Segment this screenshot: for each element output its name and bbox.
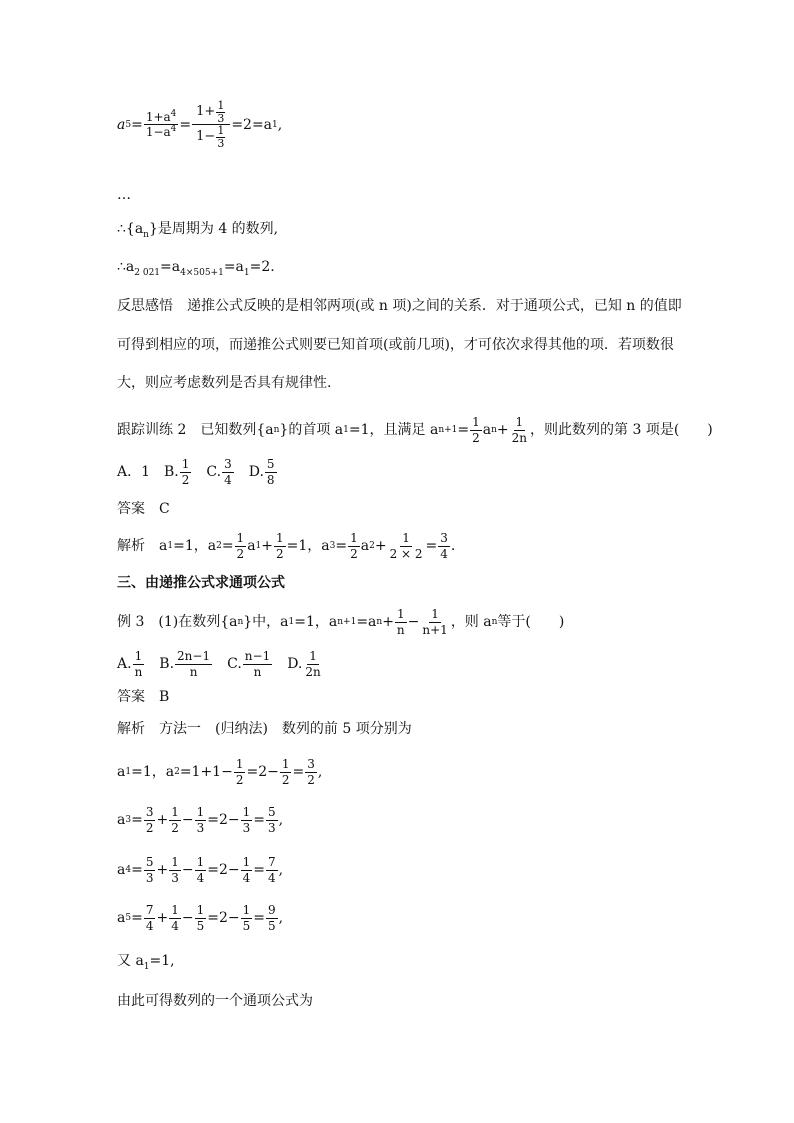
math-text: 1: [396, 607, 405, 621]
math-text: 3: [217, 136, 225, 150]
math-text: 1: [217, 99, 225, 112]
math-text: 又 a: [117, 953, 144, 969]
fraction: [438, 532, 450, 560]
math-text: 2n−1: [177, 649, 211, 663]
fraction: [144, 904, 156, 932]
math-text: +: [496, 422, 509, 439]
math-text: A.: [117, 656, 132, 673]
math-text: n: [189, 664, 198, 679]
math-text: D.: [273, 656, 303, 673]
fraction: [195, 904, 207, 932]
math-text: +: [261, 538, 274, 555]
complex-fraction: [192, 100, 230, 149]
math-text: 3: [242, 820, 251, 835]
math-text: 2 × 2: [389, 546, 423, 561]
math-text: B.: [145, 656, 175, 673]
math-text: a: [482, 422, 492, 439]
math-text: =: [292, 764, 305, 781]
math-text: a: [117, 862, 126, 879]
math-text: =: [253, 862, 265, 879]
math-text: 解析 a: [117, 538, 168, 555]
math-text: ,: [317, 764, 323, 781]
math-text: 2 021: [134, 267, 161, 278]
math-text: 1: [171, 903, 179, 917]
fraction: [241, 806, 253, 834]
fraction: [241, 904, 253, 932]
math-text: a: [247, 538, 256, 555]
math-text: =1，a: [131, 764, 175, 781]
math-text: ，则此数列的第 3 项是( ): [530, 422, 713, 439]
math-text: 2n: [511, 430, 528, 445]
math-text: 2: [276, 546, 284, 561]
math-text: =: [253, 812, 265, 829]
math-text: ∴a: [117, 259, 135, 275]
math-text: C.: [192, 464, 222, 481]
math-text: 2: [350, 546, 358, 561]
math-text: ,: [278, 862, 284, 879]
math-text: 5: [266, 457, 275, 471]
example-3-options: [117, 650, 324, 678]
math-text: 1: [402, 531, 410, 545]
math-text: 1: [196, 805, 205, 819]
math-text: n−1: [244, 649, 271, 663]
math-text: 1: [217, 124, 225, 138]
fraction: [388, 532, 425, 560]
fraction: [216, 100, 225, 124]
num: 1+: [196, 104, 216, 120]
term-a4: a 4 = $\frac{5}{3}$ + $\frac{1}{3}$ − $\frac{1}{4}$ =2− $\frac{1}{4}$ = $\frac{7}{4}$ ,: [117, 855, 284, 885]
math-text: 7: [145, 903, 154, 917]
term-a2: a 1 =1，a 2 =1+1− $\frac{1}{2}$ =2− $\frac{1}{2}$ = $\frac{3}{2}$ ,: [117, 757, 323, 787]
math-text: n: [396, 622, 405, 637]
a2021-statement: [117, 258, 275, 276]
math-text: 2: [181, 472, 190, 487]
math-text: 2: [281, 772, 290, 787]
math-text: 8: [266, 472, 275, 487]
math-text: ∴{a: [117, 221, 144, 237]
math-text: 3: [196, 820, 205, 835]
math-text: 等于( ): [497, 614, 565, 631]
math-text: }的首项 a: [279, 422, 344, 439]
math-text: +: [156, 812, 169, 829]
math-text: =1，且满足 a: [348, 422, 439, 439]
math-text: 3: [145, 805, 154, 819]
math-text: 4: [440, 546, 448, 561]
term-a3: a 3 = $\frac{3}{2}$ + $\frac{1}{2}$ − $\frac{1}{3}$ =2− $\frac{1}{3}$ = $\frac{5}{3}$ ,: [117, 805, 284, 835]
math-text: 5: [196, 918, 205, 933]
math-text: =1，a: [294, 614, 338, 631]
math-text: 4×505+1: [180, 267, 224, 278]
periodic-statement: [117, 220, 278, 238]
math-text: =: [253, 910, 265, 927]
sup: 4: [170, 108, 177, 119]
section-heading-3: 三、由递推公式求通项公式: [117, 575, 285, 591]
math-text: D.: [234, 464, 264, 481]
math-text: ,: [278, 910, 284, 927]
ellipsis: …: [117, 187, 131, 203]
math-text: +: [374, 538, 387, 555]
exercise-2-solution: 解析 a 1 =1，a 2 = $\frac{1}{2}$ a 1 + $\frac{1}{2}$ =1，a 3 = $\frac{1}{2}$ a 2 + $\frac{1}{2 \times 2}$ = $\frac{3}{4}$ .: [117, 531, 456, 561]
math-text: n+1: [422, 622, 448, 637]
eq: =: [131, 116, 143, 133]
example-3-solution-intro: 解析 方法一 (归纳法) 数列的前 5 项分别为: [117, 721, 412, 737]
math-text: +: [156, 910, 169, 927]
math-text: a: [360, 538, 370, 555]
math-text: n: [134, 664, 143, 679]
exercise-2-question: 跟踪训练 2 已知数列{a n }的首项 a 1 =1，且满足 a n+1 = $\frac{1}{2}$ a n + $\frac{1}{2n}$ ，则此数列的第 3 项是( ): [117, 415, 713, 445]
fraction: [510, 416, 529, 444]
math-text: =: [221, 538, 234, 555]
fraction: [280, 758, 292, 786]
math-text: 2: [235, 772, 244, 787]
math-text: 1: [281, 757, 290, 771]
math-text: 3: [224, 457, 232, 471]
fraction: [234, 758, 246, 786]
eq: =: [179, 116, 192, 133]
fraction: [222, 458, 234, 486]
fraction: [303, 650, 322, 678]
math-text: −: [181, 812, 194, 829]
fraction: [144, 806, 156, 834]
fraction: [169, 806, 181, 834]
general-formula-intro: 由此可得数列的一个通项公式为: [117, 993, 313, 1009]
fraction: [265, 458, 277, 486]
fraction: [420, 608, 449, 636]
fraction: [266, 856, 278, 884]
math-text: 1: [242, 805, 251, 819]
den: 1−a: [145, 125, 171, 140]
math-text: 5: [145, 855, 154, 869]
fraction: [195, 806, 207, 834]
math-text: =a: [356, 614, 377, 631]
fraction: [241, 856, 253, 884]
math-text: 2: [307, 772, 315, 787]
math-text: 跟踪训练 2 已知数列{a: [117, 422, 274, 439]
math-text: 1: [143, 961, 150, 972]
math-text: 1: [276, 531, 284, 545]
math-text: −: [181, 910, 194, 927]
math-text: ,: [278, 812, 284, 829]
math-text: 1: [196, 903, 205, 917]
math-text: =a: [160, 259, 181, 275]
math-text: 4: [242, 870, 251, 885]
math-text: 4: [224, 472, 232, 487]
math-text: =2−: [207, 812, 240, 829]
math-text: 1: [196, 855, 205, 869]
math-text: 4: [196, 870, 205, 885]
math-text: 2: [472, 430, 480, 445]
also-a1: [117, 952, 175, 970]
sup: 4: [170, 124, 177, 135]
math-text: 5: [242, 918, 251, 933]
fraction: [470, 416, 482, 444]
math-text: 例 3 (1)在数列{a: [117, 614, 238, 631]
fraction: [144, 108, 179, 140]
math-text: }是周期为 4 的数列,: [148, 221, 279, 237]
math-text: 1: [171, 855, 179, 869]
fraction: [243, 650, 272, 678]
math-text: =: [425, 538, 438, 555]
text: ,: [277, 116, 283, 133]
math-text: =: [131, 862, 143, 879]
fraction: [395, 608, 407, 636]
fraction: [133, 650, 145, 678]
math-text: C.: [213, 656, 242, 673]
fraction: [266, 806, 278, 834]
math-text: 1: [309, 649, 317, 663]
reflection-paragraph-line-1: 反思感悟 递推公式反映的是相邻两项(或 n 项)之间的关系．对于通项公式，已知 n 的值即: [117, 298, 682, 314]
math-text: 1: [431, 607, 439, 621]
math-text: 4: [267, 870, 276, 885]
example-3-answer: 答案 B: [117, 689, 170, 705]
math-text: ，则 a: [450, 614, 492, 631]
math-text: n: [143, 229, 149, 240]
math-text: 4: [171, 918, 179, 933]
fraction: [144, 856, 156, 884]
math-text: a: [117, 812, 126, 829]
math-text: =: [131, 812, 143, 829]
math-text: 1: [134, 649, 143, 663]
fraction: [169, 904, 181, 932]
exercise-2-answer: 答案 C: [117, 501, 170, 517]
math-text: 1: [181, 457, 190, 471]
math-text: 3: [440, 531, 448, 545]
math-text: 1: [235, 757, 244, 771]
math-text: −: [181, 862, 194, 879]
num: 1+a: [145, 109, 171, 124]
math-text: 3: [171, 870, 179, 885]
math-text: a: [117, 910, 126, 927]
formula-a5: a 5 = $\frac{1+a^4}{1-a^4}$ = 1+ $\frac{1}{3}$ 1− $\frac{1}{3}$ =2=a 1 ,: [117, 99, 283, 150]
fraction: [348, 532, 360, 560]
fraction: [216, 125, 225, 149]
fraction: [305, 758, 317, 786]
example-3-question: 例 3 (1)在数列{a n }中，a 1 =1，a n+1 =a n + $\frac{1}{n}$ − $\frac{1}{n+1}$ ，则 a n 等于( ): [117, 607, 565, 637]
math-text: =1+1−: [179, 764, 233, 781]
math-text: 1: [472, 415, 480, 429]
math-text: =1，a: [173, 538, 217, 555]
math-text: =1，a: [286, 538, 330, 555]
math-text: 9: [267, 903, 276, 917]
math-text: 3: [267, 820, 276, 835]
math-text: 3: [145, 870, 154, 885]
math-text: 7: [267, 855, 276, 869]
math-text: +: [382, 614, 394, 631]
fraction: [235, 532, 247, 560]
math-text: 1: [515, 415, 524, 429]
math-text: =a: [223, 259, 244, 275]
reflection-paragraph-line-2: 可得到相应的项，而递推公式则要已知首项(或前几项)，才可依次求得其他的项．若项数很: [117, 337, 674, 353]
math-text: =: [131, 910, 143, 927]
math-text: 1: [242, 855, 251, 869]
math-text: 2: [171, 820, 179, 835]
math-text: }中，a: [243, 614, 289, 631]
exercise-2-options: [117, 458, 278, 486]
math-text: =: [335, 538, 348, 555]
math-text: 5: [267, 805, 276, 819]
math-text: =: [457, 422, 470, 439]
fraction: [195, 856, 207, 884]
math-text: 3: [307, 757, 315, 771]
reflection-paragraph-line-3: 大，则应考虑数列是否具有规律性.: [117, 375, 332, 391]
math-text: =2−: [207, 910, 240, 927]
math-text: +: [156, 862, 169, 879]
math-text: 2: [145, 820, 154, 835]
math-text: 1: [350, 531, 358, 545]
math-text: =2−: [246, 764, 279, 781]
fraction: [169, 856, 181, 884]
math-text: =2.: [249, 259, 275, 275]
math-text: 3: [217, 111, 225, 125]
math-text: 1: [236, 531, 245, 545]
var: a: [117, 116, 126, 133]
math-text: 5: [267, 918, 276, 933]
math-text: A．1 B.: [117, 464, 179, 481]
math-text: 1: [171, 805, 179, 819]
math-text: 4: [145, 918, 154, 933]
fraction: [266, 904, 278, 932]
fraction: [175, 650, 212, 678]
math-text: a: [117, 764, 126, 781]
math-text: 1: [243, 267, 250, 278]
fraction: [180, 458, 192, 486]
math-text: .: [450, 538, 456, 555]
den: 1−: [196, 129, 216, 145]
math-text: −: [407, 614, 420, 631]
term-a5: a 5 = $\frac{7}{4}$ + $\frac{1}{4}$ − $\frac{1}{5}$ =2− $\frac{1}{5}$ = $\frac{9}{5}$ ,: [117, 903, 284, 933]
math-text: =2−: [207, 862, 240, 879]
math-text: 2: [236, 546, 245, 561]
math-text: 2n: [305, 664, 321, 679]
math-text: 1: [242, 903, 251, 917]
text: =2=a: [231, 116, 273, 133]
fraction: [274, 532, 286, 560]
math-text: =1,: [149, 953, 175, 969]
math-text: n: [253, 664, 262, 679]
